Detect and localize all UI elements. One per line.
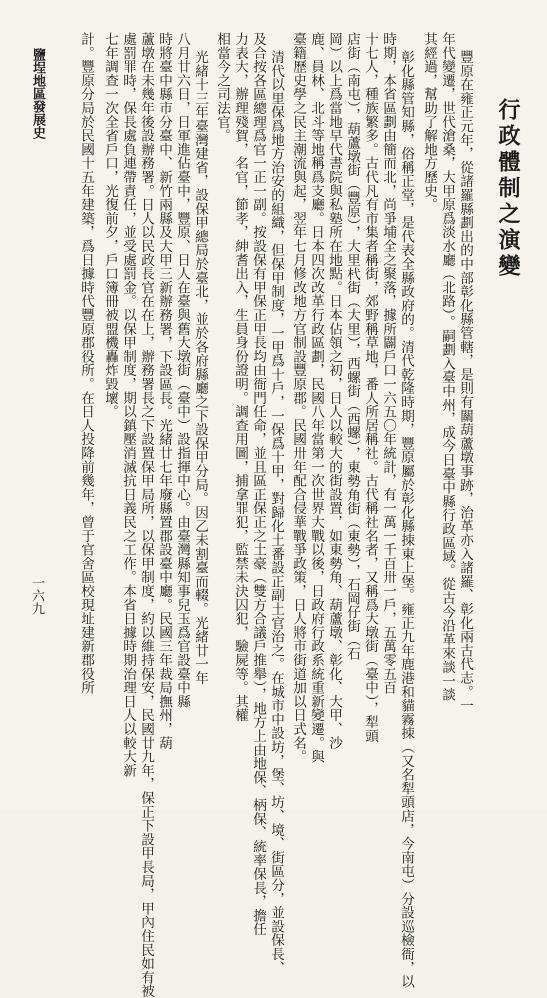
chapter-title: 行政體制之演變 (495, 98, 521, 280)
text-column: 處罰罪時，保長處負連帶責任，並受處罰金。以保甲制度，期以鎮壓消滅抗日義民之工作。本省日據時期治理日人以較大新 (120, 32, 136, 778)
text-column: 年代變遷，世代滄桑，大甲原爲淡水廳（北路）。嗣劃入臺中州，成今日臺中縣行政區域。從古今沿革來談一談 (439, 32, 455, 702)
page-number: 一六九 (29, 576, 44, 615)
text-column: 七年調查一次全省戶口，光復前夕，戶口簿冊被盟機轟炸毀壞。 (102, 32, 118, 419)
text-column: 清代以里保爲地方治安的組織，但保甲制度，一甲爲十戶，一保爲十甲，對歸化土番設正副土官治之。在城市中設坊，堡、坊、境、街區分，並設保長、 (268, 50, 284, 975)
text-column: 鹿、員林、北斗等地稱爲支廳。日本四次改革行政區劃，民國八年當第一次世界大戰以後，日政府行政系統重新變遷。與 (308, 32, 324, 764)
text-column: 八月廿六日，日軍進佔臺中，豐原、日人在臺與舊大墩街（臺中）設指揮中心。由臺灣縣知事兒玉爲官設臺中縣 (174, 32, 190, 709)
text-column: 岡）以上爲當地早代書院與私塾所在地點。日本佔領之初，日人以較大的街設置，如東勢角、葫蘆墩、彰化、大甲、沙 (326, 32, 342, 750)
text-column: 十七人，種族繁多。古代凡有市集者稱街，郊野稱草地，番人所居稱社。古代稱社名者，又稱爲大墩街（臺中），犁頭 (362, 32, 378, 743)
text-column: 店街（南屯），葫蘆墩街（豐原），大里杙街（大里），西螺街（西螺），東勢角街（東勢），石岡仔街（石 (344, 32, 360, 661)
text-column: 時將臺中縣市分臺中、新竹兩縣及大甲三新辦務署，下設區長。光緒廿七年廢縣置郡設臺中廳。民國三年裁局撫州，葫 (156, 32, 172, 750)
text-column: 豐原在雍正元年，從諸羅縣劃出的中部彰化縣管轄，是則有關葫蘆墩事跡，治革亦入諸羅、彰化兩古代志。一 (457, 50, 473, 713)
text-column: 蘆墩在未幾年後設辦務署。日人以民政長官在在上，辦務署長之下設置保甲局所，以保甲制度，約以維持保安，民國廿九年，保正下設甲長局，甲內住民如有被 (138, 32, 154, 998)
text-column: 臺籍歷史學之民主潮流與起，翌年七月修改地方官制設豐原郡。民國卅年配合侵華戰爭政策，日人將市街道加以日式名。 (290, 32, 306, 764)
text-column: 相當今之司法官。 (214, 32, 230, 143)
text-column: 力表大，辦理殘賀，名官，節孝，紳耆出入，生員身份證明。調查用圖，捕拿罪犯，監禁未決囚犯，驗屍等。其權 (232, 32, 248, 722)
text-column: 時期，本省區劃由簡而北，尚爭埔全之聚落，據所闢戶口一六五〇年統計，有一萬一千百卅一戶，五萬零五百 (380, 32, 396, 695)
text-column: 其經過，幫助了解地方歷史。 (421, 32, 437, 212)
text-column: 光緒十三年臺灣建省，設保甲總局於臺北，並於各府縣廳之下設保甲分局。因乙未割臺而輟。光緒廿一年 (192, 50, 208, 685)
text-column: 計。豐原分局於民國十五年建築，爲日據時代豐原郡役所。在日人投降前幾年，曾于官舍區校現址建新郡役所 (78, 32, 94, 695)
running-footer: 鹽埕地區發展史 (30, 48, 45, 139)
text-column: 及合按各區總理爲官一正一副。按設保有甲保正甲長均由衙門任命，並且區正保正之土豪（雙方合議戶推舉），地方上由地保、柄保、統率保長，擔任 (250, 32, 266, 936)
text-column: 彰化縣管知縣，俗稱正堂，是代表全縣政府的。清代乾隆時期，豐原屬於彰化縣拺東上堡。雍正九年鹿港和貓霧拺（又名犁頭店，今南屯）分設巡檢衙，以 (398, 50, 414, 989)
